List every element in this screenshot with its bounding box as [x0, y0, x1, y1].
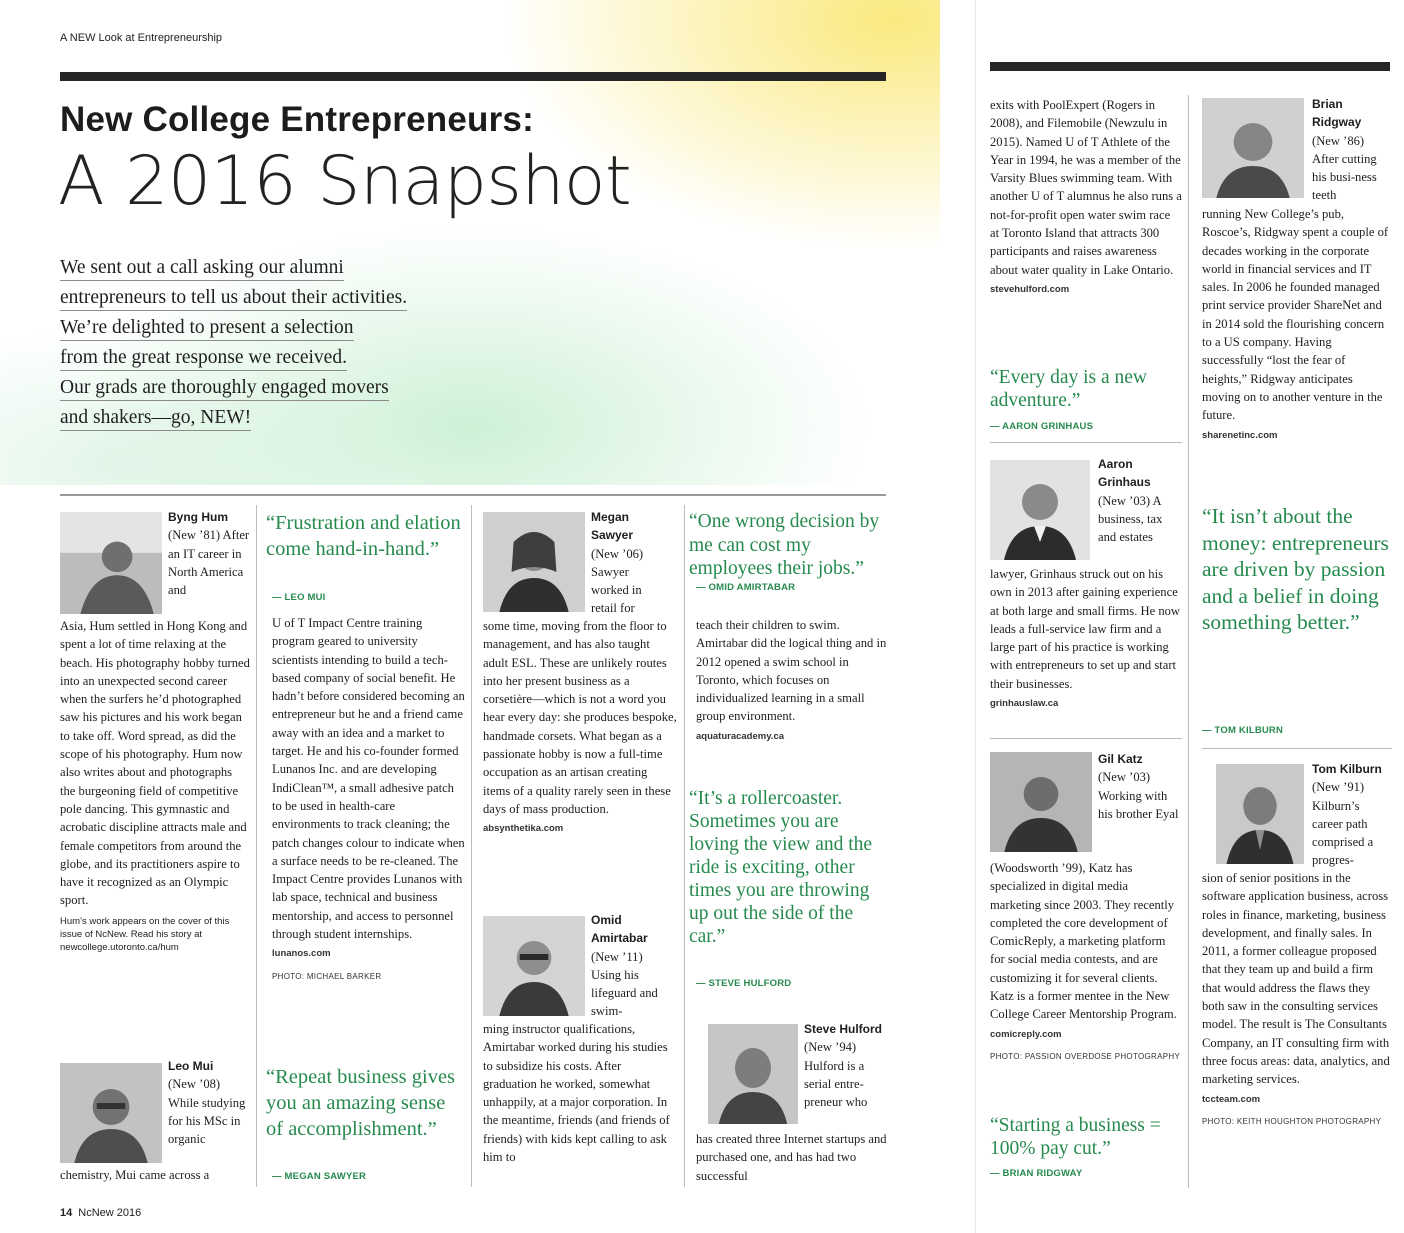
- top-rule: [60, 72, 886, 81]
- omid-amirtabar-name: Omid Amirtabar: [591, 913, 648, 946]
- bio-head-text: (New ’11) Using his lifeguard and swim-: [591, 949, 658, 1019]
- brian-ridgway-bio: [1202, 205, 1392, 445]
- bio-head-text: (New ’03) Working with his brother Eyal: [1098, 770, 1179, 821]
- intro-line: and shakers—go, NEW!: [60, 407, 251, 431]
- website-link[interactable]: stevehulford.com: [990, 283, 1070, 295]
- bio-text: running New College’s pub, Roscoe’s, Ridgway spent a couple of decades working in the corporate world in financial services and IT sales. In 2006 he founded managed print service provider ShareNet and in 2014 sold the flourishing concern to a US company. Having successfully “lost the fear of heights,” Ridgway anticipates moving on to another venture in the future.: [1202, 207, 1389, 423]
- tom-kilburn-bio: [1202, 869, 1392, 1131]
- gil-katz-name: Gil Katz: [1098, 752, 1143, 766]
- website-link[interactable]: comicreply.com: [990, 1028, 1062, 1040]
- pull-quote-hulford: “It’s a rollercoaster. Sometimes you are loving the view and the ride is exciting, other times you are throwing up out the side of the car.”: [689, 788, 873, 947]
- running-head: A NEW Look at Entrepreneurship: [60, 32, 223, 44]
- megan-sawyer-bio: [483, 617, 677, 839]
- column-rule: [256, 505, 257, 1187]
- top-rule: [990, 62, 1390, 71]
- bio-text: chemistry, Mui came across a: [60, 1168, 210, 1182]
- aaron-grinhaus-name: Aaron Grinhaus: [1098, 457, 1151, 490]
- leo-mui-bio-continued: [272, 614, 466, 986]
- intro-line: We’re delighted to present a selection: [60, 317, 354, 341]
- pull-quote-mui: “Frustration and elation come hand-in-hand.”: [266, 512, 461, 560]
- steve-hulford-bio-head: [804, 1020, 888, 1111]
- bio-head-text: (New ’03) A business, tax and estates: [1098, 493, 1163, 545]
- page-number: 14: [60, 1207, 73, 1219]
- website-link[interactable]: tccteam.com: [1202, 1093, 1261, 1105]
- section-divider: [990, 442, 1182, 443]
- byng-hum-bio-head: [168, 508, 252, 599]
- quote-attribution: — OMID AMIRTABAR: [696, 582, 796, 593]
- bio-head-text: (New ’81) After an IT career in North America and: [168, 528, 250, 598]
- quote-attribution: — MEGAN SAWYER: [272, 1171, 367, 1182]
- page-title: New College Entrepreneurs:: [60, 100, 534, 139]
- aaron-grinhaus-bio-head: [1098, 455, 1180, 546]
- brian-ridgway-photo: [1202, 98, 1304, 198]
- byng-hum-name: Byng Hum: [168, 510, 228, 524]
- bio-text: sion of senior positions in the software application business, across roles in finance, marketing, business development, and finally sales. In 2011, a former colleague proposed that they team up and build a firm that would address the flaws they both saw in the consulting services model. The result is The Consultants Company, an IT consulting firm with three focus areas: data, analytics, and marketing services.: [1202, 871, 1390, 1087]
- leo-mui-bio: [60, 1166, 250, 1184]
- column-rule: [471, 505, 472, 1187]
- pull-quote-ridgway: “Starting a business = 100% pay cut.”: [990, 1115, 1161, 1159]
- quote-attribution: — TOM KILBURN: [1202, 725, 1284, 736]
- bio-head-text: (New ’08) While studying for his MSc in organic: [168, 1077, 246, 1147]
- right-page: [975, 0, 1404, 1233]
- tom-kilburn-photo: [1216, 764, 1304, 864]
- omid-amirtabar-photo: [483, 916, 585, 1016]
- bio-head-text: (New ’91) Kilburn’s career path comprised a progres-: [1312, 780, 1374, 868]
- website-link[interactable]: sharenetinc.com: [1202, 429, 1278, 441]
- steve-hulford-photo: [708, 1024, 798, 1124]
- bio-text: some time, moving from the floor to management, and has also taught adult ESL. These are unlikely routes into her present business as a corsetière—which is not a word you hear every day: she produces bespoke, handmade corsets. What began as a passionate hobby is now a full-time occupation as an artisan creating items of a quality rarely seen in these days of mass production.: [483, 619, 677, 816]
- pull-quote-sawyer: “Repeat business gives you an amazing sense of accomplishment.”: [266, 1066, 456, 1140]
- byng-hum-photo: [60, 512, 162, 614]
- bio-text: Asia, Hum settled in Hong Kong and spent a lot of time relaxing at the beach. His photography hobby turned into an unexpected second career when the surfers he’d photographed saw his pictures and his work began to take off. Word spread, as did the scope of his photography. Hum now also writes about and photographs the burgeoning field of competitive pole dancing. This gymnastic and acrobatic discipline attracts male and female competitors from around the globe, and its practitioners aspire to have it recognized as an Olympic sport.: [60, 619, 250, 908]
- bio-text: lawyer, Grinhaus struck out on his own in 2013 after gaining experience at both large and small firms. He now leads a full-service law firm and a large part of his practice is working with entrepreneurs to set up and start their businesses.: [990, 567, 1181, 691]
- section-divider: [60, 494, 886, 496]
- intro-text: [60, 253, 520, 433]
- gil-katz-bio-head: [1098, 750, 1180, 823]
- leo-mui-name: Leo Mui: [168, 1059, 214, 1073]
- section-divider: [1202, 748, 1392, 749]
- quote-attribution: — LEO MUI: [272, 592, 326, 603]
- website-link[interactable]: absynthetika.com: [483, 823, 564, 835]
- quote-attribution: — BRIAN RIDGWAY: [990, 1168, 1083, 1179]
- bio-head-text: (New ’06) Sawyer worked in retail for: [591, 546, 644, 616]
- pull-quote-kilburn: “It isn’t about the money: entrepreneurs are driven by passion and a belief in doing something better.”: [1202, 504, 1389, 634]
- photo-credit: PHOTO: PASSION OVERDOSE PHOTOGRAPHY: [990, 1051, 1181, 1061]
- aaron-grinhaus-bio: [990, 565, 1182, 713]
- bio-text: has created three Internet startups and purchased one, and has had two successful: [696, 1132, 887, 1183]
- leo-mui-photo: [60, 1063, 162, 1163]
- column-rule: [684, 505, 685, 1187]
- bio-text: U of T Impact Centre training program geared to university scientists intending to build a tech-based company of social benefit. He hadn’t before considered becoming an entrepreneur but he and a friend came away with an idea and a market to target. He and his co-founder formed Lunanos Inc. and are developing IndiClean™, a small adhesive patch to be used in health-care environments to track cleaning; the patch changes colour to indicate when a surface needs to be re-cleaned. The Impact Centre provides Lunanos with lab space, technical and business mentorship, and access to personnel through student internships.: [272, 616, 465, 942]
- steve-hulford-name: Steve Hulford: [804, 1022, 883, 1036]
- gil-katz-photo: [990, 752, 1092, 852]
- quote-attribution: — AARON GRINHAUS: [990, 421, 1094, 432]
- brian-ridgway-bio-head: [1312, 95, 1392, 205]
- megan-sawyer-bio-head: [591, 508, 669, 618]
- bio-head-text: (New ’86) After cutting his busi-ness teeth: [1312, 133, 1377, 203]
- column-rule: [1188, 95, 1189, 1188]
- website-link[interactable]: grinhauslaw.ca: [990, 698, 1059, 710]
- megan-sawyer-name: Megan Sawyer: [591, 510, 634, 543]
- byng-hum-bio: [60, 617, 250, 954]
- bio-head-text: (New ’94) Hulford is a serial entre-preneur who: [804, 1040, 868, 1110]
- tom-kilburn-name: Tom Kilburn: [1312, 762, 1382, 776]
- aaron-grinhaus-photo: [990, 460, 1090, 560]
- intro-line: We sent out a call asking our alumni: [60, 257, 344, 281]
- megan-sawyer-photo: [483, 512, 585, 612]
- bio-text: exits with PoolExpert (Rogers in 2008), and Filemobile (Newzulu in 2015). Named U of T Athlete of the Year in 1994, he was a member of the Varsity Blues swimming team. With another U of T alumnus he also runs a not-for-profit open water swim race at Toronto Island that attracts 300 participants and raises awareness about water quality in Lake Ontario.: [990, 98, 1182, 277]
- intro-line: from the great response we received.: [60, 347, 347, 371]
- page-folio: [60, 1207, 141, 1219]
- omid-amirtabar-bio: [483, 1020, 677, 1166]
- omid-amirtabar-bio-head: [591, 911, 671, 1021]
- pull-quote-grinhaus: “Every day is a new adventure.”: [990, 367, 1148, 411]
- omid-amirtabar-bio-continued: [696, 616, 890, 746]
- steve-hulford-bio-continued: [990, 96, 1182, 299]
- photo-credit: PHOTO: KEITH HOUGHTON PHOTOGRAPHY: [1202, 1116, 1382, 1126]
- pull-quote-amirtabar: “One wrong decision by me can cost my employees their jobs.”: [689, 511, 880, 579]
- brian-ridgway-name: Brian Ridgway: [1312, 97, 1362, 130]
- website-link[interactable]: lunanos.com: [272, 948, 331, 960]
- page-subtitle: A 2016 Snapshot: [58, 142, 632, 221]
- cover-note: Hum’s work appears on the cover of this issue of NcNew. Read his story at newcollege.utoronto.ca/hum: [60, 915, 230, 953]
- website-link[interactable]: aquaturacademy.ca: [696, 730, 785, 742]
- photo-credit: PHOTO: MICHAEL BARKER: [272, 971, 382, 981]
- intro-line: entrepreneurs to tell us about their activities.: [60, 287, 407, 311]
- tom-kilburn-bio-head: [1312, 760, 1392, 870]
- intro-line: Our grads are thoroughly engaged movers: [60, 377, 389, 401]
- section-divider: [990, 738, 1182, 739]
- publication-name: NcNew 2016: [78, 1207, 142, 1219]
- gil-katz-bio: [990, 859, 1182, 1066]
- steve-hulford-bio: [696, 1130, 888, 1185]
- bio-text: teach their children to swim. Amirtabar did the logical thing and in 2012 opened a swim school in Toronto, which focuses on individualized learning in a small group environment.: [696, 618, 887, 724]
- quote-attribution: — STEVE HULFORD: [696, 978, 792, 989]
- bio-text: (Woodsworth ’99), Katz has specialized in digital media marketing since 2003. They recently completed the core development of ComicReply, a marketing platform for social media contests, and are customizing it for several clients. Katz is a former mentee in the New College Career Mentorship Program.: [990, 861, 1177, 1022]
- bio-text: ming instructor qualifications, Amirtabar worked during his studies to subsidize his costs. After graduation he worked, somewhat unhappily, at a major corporation. In the meantime, friends (and friends of friends) with kids kept calling to ask him to: [483, 1022, 670, 1165]
- leo-mui-bio-head: [168, 1057, 252, 1148]
